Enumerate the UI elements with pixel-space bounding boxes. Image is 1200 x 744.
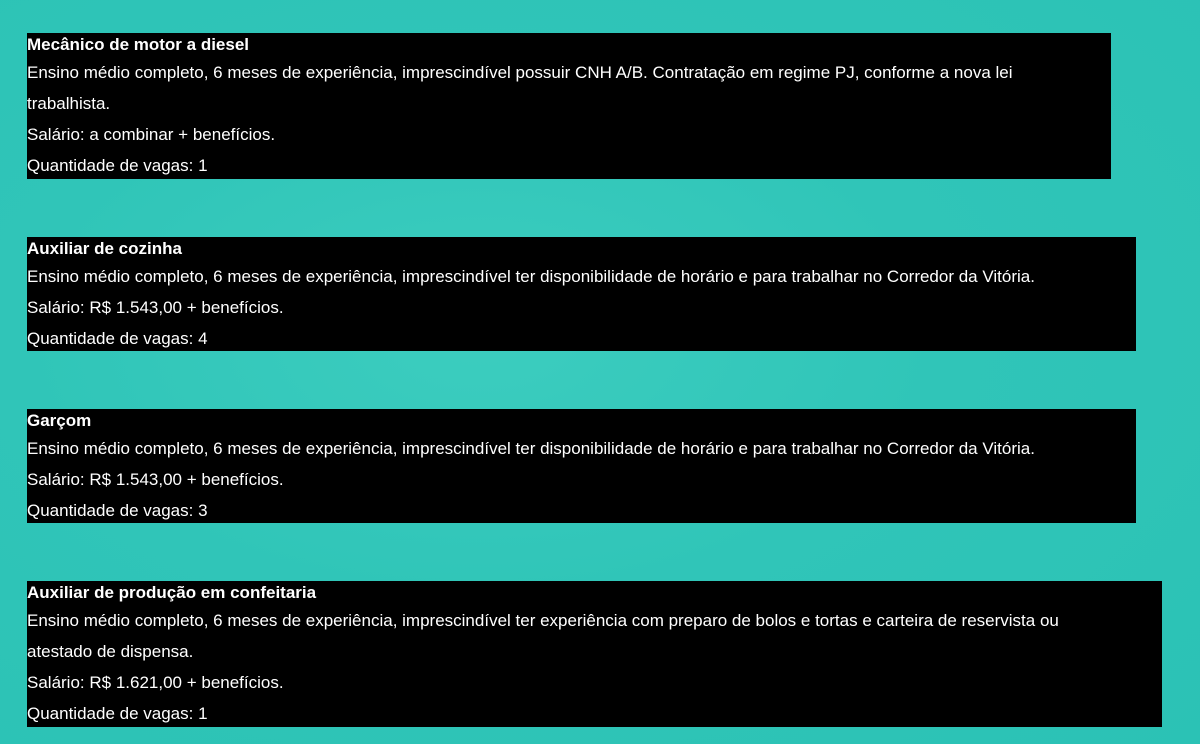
- job-description: Ensino médio completo, 6 meses de experiência, imprescindível possuir CNH A/B. Contratação em regime PJ, conforme a nova lei: [27, 63, 1013, 82]
- job-listing: [27, 581, 1162, 727]
- job-vacancies: Quantidade de vagas: 1: [27, 156, 208, 175]
- job-salary: Salário: R$ 1.621,00 + benefícios.: [27, 673, 284, 692]
- job-vacancies: Quantidade de vagas: 3: [27, 501, 208, 520]
- job-description: Ensino médio completo, 6 meses de experiência, imprescindível ter disponibilidade de horário e para trabalhar no Corredor da Vitória.: [27, 267, 1035, 286]
- job-listing: [27, 409, 1136, 523]
- job-description: Ensino médio completo, 6 meses de experiência, imprescindível ter disponibilidade de horário e para trabalhar no Corredor da Vitória.: [27, 439, 1035, 458]
- job-description: trabalhista.: [27, 94, 111, 113]
- job-listing: [27, 33, 1111, 179]
- job-salary: Salário: R$ 1.543,00 + benefícios.: [27, 470, 284, 489]
- job-vacancies: Quantidade de vagas: 1: [27, 704, 208, 723]
- job-title: Mecânico de motor a diesel: [27, 35, 250, 54]
- job-title: Auxiliar de cozinha: [27, 239, 182, 258]
- job-description: Ensino médio completo, 6 meses de experiência, imprescindível ter experiência com preparo de bolos e tortas e carteira de reservista ou: [27, 611, 1059, 630]
- job-listing: [27, 237, 1136, 351]
- job-vacancies: Quantidade de vagas: 4: [27, 329, 208, 348]
- job-title: Auxiliar de produção em confeitaria: [27, 583, 317, 602]
- job-description: atestado de dispensa.: [27, 642, 194, 661]
- job-title: Garçom: [27, 411, 92, 430]
- job-salary: Salário: a combinar + benefícios.: [27, 125, 276, 144]
- job-salary: Salário: R$ 1.543,00 + benefícios.: [27, 298, 284, 317]
